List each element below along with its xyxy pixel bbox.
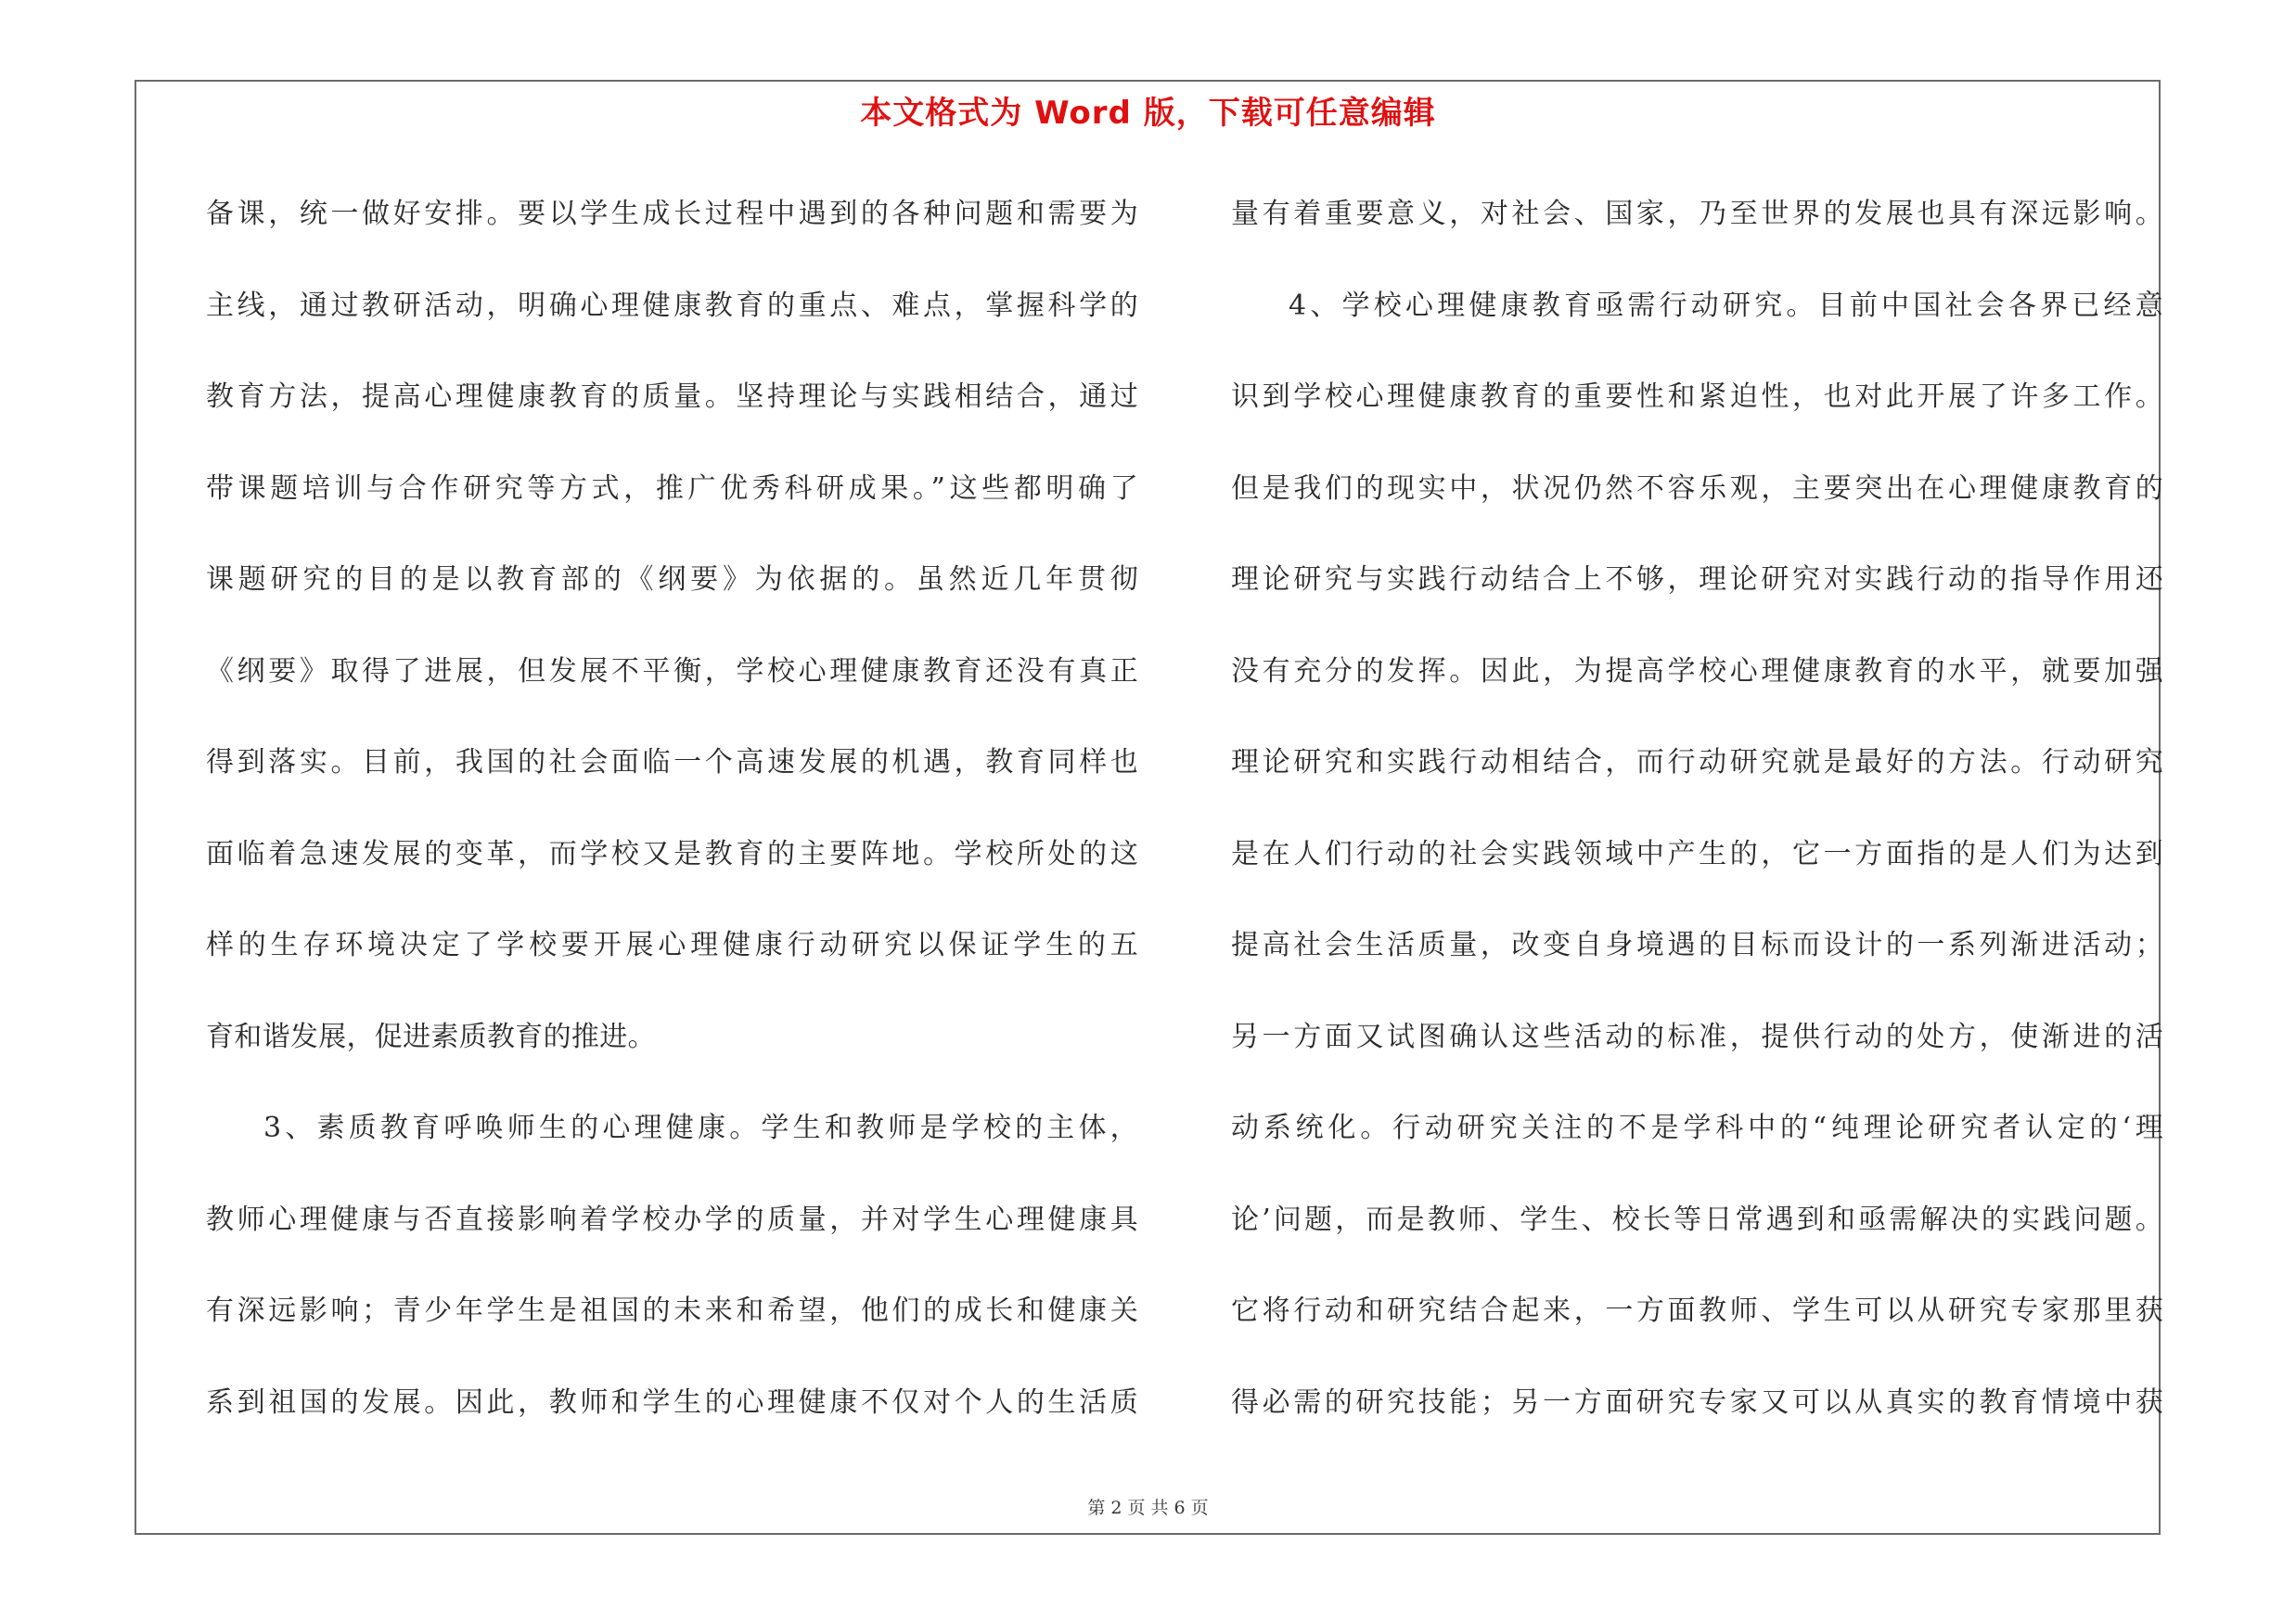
text-line: 量有着重要意义，对社会、国家，乃至世界的发展也具有深远影响。 — [1231, 198, 2163, 230]
text-line: 它将行动和研究结合起来，一方面教师、学生可以从研究专家那里获 — [1231, 1295, 2163, 1327]
text-line: 《纲要》取得了进展，但发展不平衡，学校心理健康教育还没有真正 — [206, 654, 1138, 688]
text-line: 主线，通过教研活动，明确心理健康教育的重点、难点，掌握科学的 — [206, 289, 1138, 322]
text-line: 动系统化。行动研究关注的不是学科中的“纯理论研究者认定的‘理 — [1231, 1112, 2163, 1144]
text-line: 理论研究与实践行动结合上不够，理论研究对实践行动的指导作用还 — [1231, 563, 2163, 596]
text-line: 另一方面又试图确认这些活动的标准，提供行动的处方，使渐进的活 — [1231, 1020, 2163, 1053]
text-line: 教师心理健康与否直接影响着学校办学的质量，并对学生心理健康具 — [206, 1203, 1138, 1236]
text-line: 提高社会生活质量，改变自身境遇的目标而设计的一系列渐进活动； — [1231, 929, 2163, 961]
text-line: 带课题培训与合作研究等方式，推广优秀科研成果。”这些都明确了 — [206, 471, 1138, 505]
text-line: 样的生存环境决定了学校要开展心理健康行动研究以保证学生的五 — [206, 929, 1138, 961]
text-line: 有深远影响；青少年学生是祖国的未来和希望，他们的成长和健康关 — [206, 1295, 1138, 1327]
text-line: 面临着急速发展的变革，而学校又是教育的主要阵地。学校所处的这 — [206, 837, 1138, 870]
text-line: 教育方法，提高心理健康教育的质量。坚持理论与实践相结合，通过 — [206, 380, 1138, 413]
text-line: 得到落实。目前，我国的社会面临一个高速发展的机遇，教育同样也 — [206, 746, 1138, 779]
text-line: 没有充分的发挥。因此，为提高学校心理健康教育的水平，就要加强 — [1231, 654, 2163, 688]
text-line: 课题研究的目的是以教育部的《纲要》为依据的。虽然近几年贯彻 — [206, 563, 1138, 596]
text-line: 3、素质教育呼唤师生的心理健康。学生和教师是学校的主体， — [263, 1112, 1138, 1144]
text-line: 识到学校心理健康教育的重要性和紧迫性，也对此开展了许多工作。 — [1231, 380, 2163, 413]
page-number-footer: 第 2 页 共 6 页 — [1087, 1498, 1209, 1518]
right-text-column — [1231, 187, 2163, 1466]
text-line: 理论研究和实践行动相结合，而行动研究就是最好的方法。行动研究 — [1231, 746, 2163, 779]
text-line: 得必需的研究技能；另一方面研究专家又可以从真实的教育情境中获 — [1231, 1385, 2163, 1419]
text-line: 是在人们行动的社会实践领域中产生的，它一方面指的是人们为达到 — [1231, 837, 2163, 870]
text-line: 论’问题，而是教师、学生、校长等日常遇到和亟需解决的实践问题。 — [1231, 1203, 2163, 1236]
text-line: 但是我们的现实中，状况仍然不容乐观，主要突出在心理健康教育的 — [1231, 471, 2163, 505]
text-line: 育和谐发展，促进素质教育的推进。 — [206, 1020, 656, 1053]
text-line: 4、学校心理健康教育亟需行动研究。目前中国社会各界已经意 — [1289, 289, 2163, 322]
text-line: 系到祖国的发展。因此，教师和学生的心理健康不仅对个人的生活质 — [206, 1385, 1138, 1419]
left-text-column — [206, 187, 1138, 1466]
format-notice-banner: 本文格式为 Word 版，下载可任意编辑 — [860, 95, 1436, 132]
text-line: 备课，统一做好安排。要以学生成长过程中遇到的各种问题和需要为 — [206, 198, 1138, 230]
